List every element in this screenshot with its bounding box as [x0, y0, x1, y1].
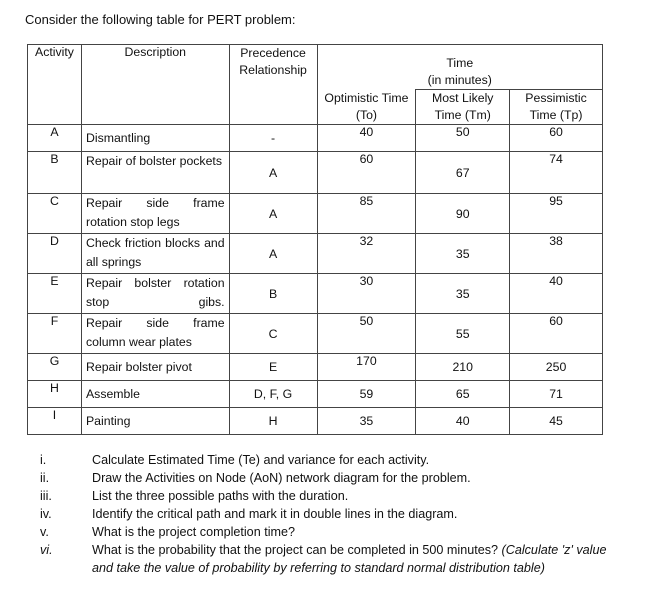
- most-likely-cell: 90: [416, 194, 510, 234]
- header-optimistic-line1: Optimistic Time: [324, 90, 409, 105]
- description-cell: Assemble: [81, 381, 229, 408]
- most-likely-cell: 65: [416, 381, 510, 408]
- question-number: v.: [40, 525, 49, 539]
- header-pessimistic: [510, 90, 603, 125]
- description-cell: Repair bolster rotation stop gibs.: [81, 274, 229, 314]
- header-time-line1: Time: [446, 56, 474, 70]
- pessimistic-cell: 60: [510, 125, 603, 152]
- most-likely-cell: 210: [416, 354, 510, 381]
- optimistic-cell: 32: [317, 234, 416, 274]
- table-row: [28, 381, 603, 408]
- activity-cell: A: [28, 125, 82, 152]
- optimistic-cell: 60: [317, 152, 416, 194]
- optimistic-cell: 40: [317, 125, 416, 152]
- pessimistic-cell: 71: [510, 381, 603, 408]
- question-text: What is the probability that the project can be completed in 500 minutes?: [92, 543, 499, 557]
- question-text: Draw the Activities on Node (AoN) network diagram for the problem.: [92, 471, 471, 485]
- table-row: [28, 314, 603, 354]
- header-description: Description: [81, 45, 229, 125]
- header-optimistic-line2: (To): [355, 107, 378, 122]
- header-most-likely-line2: Time (Tm): [434, 108, 491, 122]
- intro-text: Consider the following table for PERT problem:: [25, 12, 296, 27]
- table-row: [28, 274, 603, 314]
- header-precedence-line1: Precedence: [240, 46, 306, 60]
- table-row: [28, 194, 603, 234]
- table-row: [28, 408, 603, 435]
- most-likely-cell: 67: [416, 152, 510, 194]
- question-text: Calculate Estimated Time (Te) and variance for each activity.: [92, 453, 430, 467]
- question-text: List the three possible paths with the duration.: [92, 489, 349, 503]
- precedence-cell: A: [229, 194, 317, 234]
- precedence-cell: -: [229, 125, 317, 152]
- header-optimistic: [317, 90, 416, 125]
- question-note: (Calculate 'z' value and take the value of probability by referring to standard normal distribution table): [92, 543, 607, 575]
- question-item: [40, 487, 620, 505]
- header-most-likely: [416, 90, 510, 125]
- activity-cell: G: [28, 354, 82, 381]
- precedence-cell: A: [229, 152, 317, 194]
- header-precedence-line2: Relationship: [239, 63, 307, 77]
- header-most-likely-line1: Most Likely: [431, 91, 494, 105]
- most-likely-cell: 40: [416, 408, 510, 435]
- description-cell: Repair side frame column wear plates: [81, 314, 229, 354]
- most-likely-cell: 55: [416, 314, 510, 354]
- pessimistic-cell: 74: [510, 152, 603, 194]
- optimistic-cell: 35: [317, 408, 416, 435]
- optimistic-cell: 50: [317, 314, 416, 354]
- most-likely-cell: 50: [416, 125, 510, 152]
- activity-cell: H: [28, 381, 82, 408]
- pessimistic-cell: 250: [510, 354, 603, 381]
- table-row: [28, 234, 603, 274]
- question-item: [40, 451, 620, 469]
- question-number: ii.: [40, 471, 50, 485]
- description-cell: Painting: [81, 408, 229, 435]
- header-time-line2: (in minutes): [427, 73, 492, 87]
- question-number: i.: [40, 453, 47, 467]
- description-cell: Check friction blocks and all springs: [81, 234, 229, 274]
- optimistic-cell: 59: [317, 381, 416, 408]
- optimistic-cell: 170: [317, 354, 416, 381]
- header-pessimistic-line1: Pessimistic: [525, 91, 587, 105]
- question-text: What is the project completion time?: [92, 525, 295, 539]
- question-item: [40, 505, 620, 523]
- precedence-cell: D, F, G: [229, 381, 317, 408]
- question-list: [40, 451, 620, 577]
- description-cell: Repair bolster pivot: [81, 354, 229, 381]
- pessimistic-cell: 60: [510, 314, 603, 354]
- activity-cell: E: [28, 274, 82, 314]
- description-cell: Repair side frame rotation stop legs: [81, 194, 229, 234]
- activity-cell: B: [28, 152, 82, 194]
- precedence-cell: A: [229, 234, 317, 274]
- precedence-cell: H: [229, 408, 317, 435]
- header-activity: Activity: [28, 45, 82, 125]
- question-text: Identify the critical path and mark it in double lines in the diagram.: [92, 507, 458, 521]
- activity-cell: F: [28, 314, 82, 354]
- activity-cell: C: [28, 194, 82, 234]
- question-item: [40, 541, 620, 577]
- question-item: [40, 469, 620, 487]
- precedence-cell: B: [229, 274, 317, 314]
- question-number: iv.: [40, 507, 52, 521]
- activity-cell: D: [28, 234, 82, 274]
- precedence-cell: E: [229, 354, 317, 381]
- table-row: [28, 152, 603, 194]
- pessimistic-cell: 38: [510, 234, 603, 274]
- header-pessimistic-line2: Time (Tp): [529, 108, 583, 122]
- table-row: [28, 125, 603, 152]
- description-cell: Repair of bolster pockets: [81, 152, 229, 194]
- description-cell: Dismantling: [81, 125, 229, 152]
- table-row: [28, 354, 603, 381]
- header-row-1: [28, 45, 603, 90]
- question-text-wrapper: [92, 541, 620, 577]
- pessimistic-cell: 45: [510, 408, 603, 435]
- header-precedence: [229, 45, 317, 125]
- precedence-cell: C: [229, 314, 317, 354]
- optimistic-cell: 85: [317, 194, 416, 234]
- question-item: [40, 523, 620, 541]
- question-number: vi.: [40, 543, 53, 557]
- most-likely-cell: 35: [416, 234, 510, 274]
- header-time: [317, 45, 602, 90]
- pessimistic-cell: 95: [510, 194, 603, 234]
- pert-table: [27, 44, 603, 435]
- pessimistic-cell: 40: [510, 274, 603, 314]
- question-number: iii.: [40, 489, 52, 503]
- optimistic-cell: 30: [317, 274, 416, 314]
- activity-cell: I: [28, 408, 82, 435]
- most-likely-cell: 35: [416, 274, 510, 314]
